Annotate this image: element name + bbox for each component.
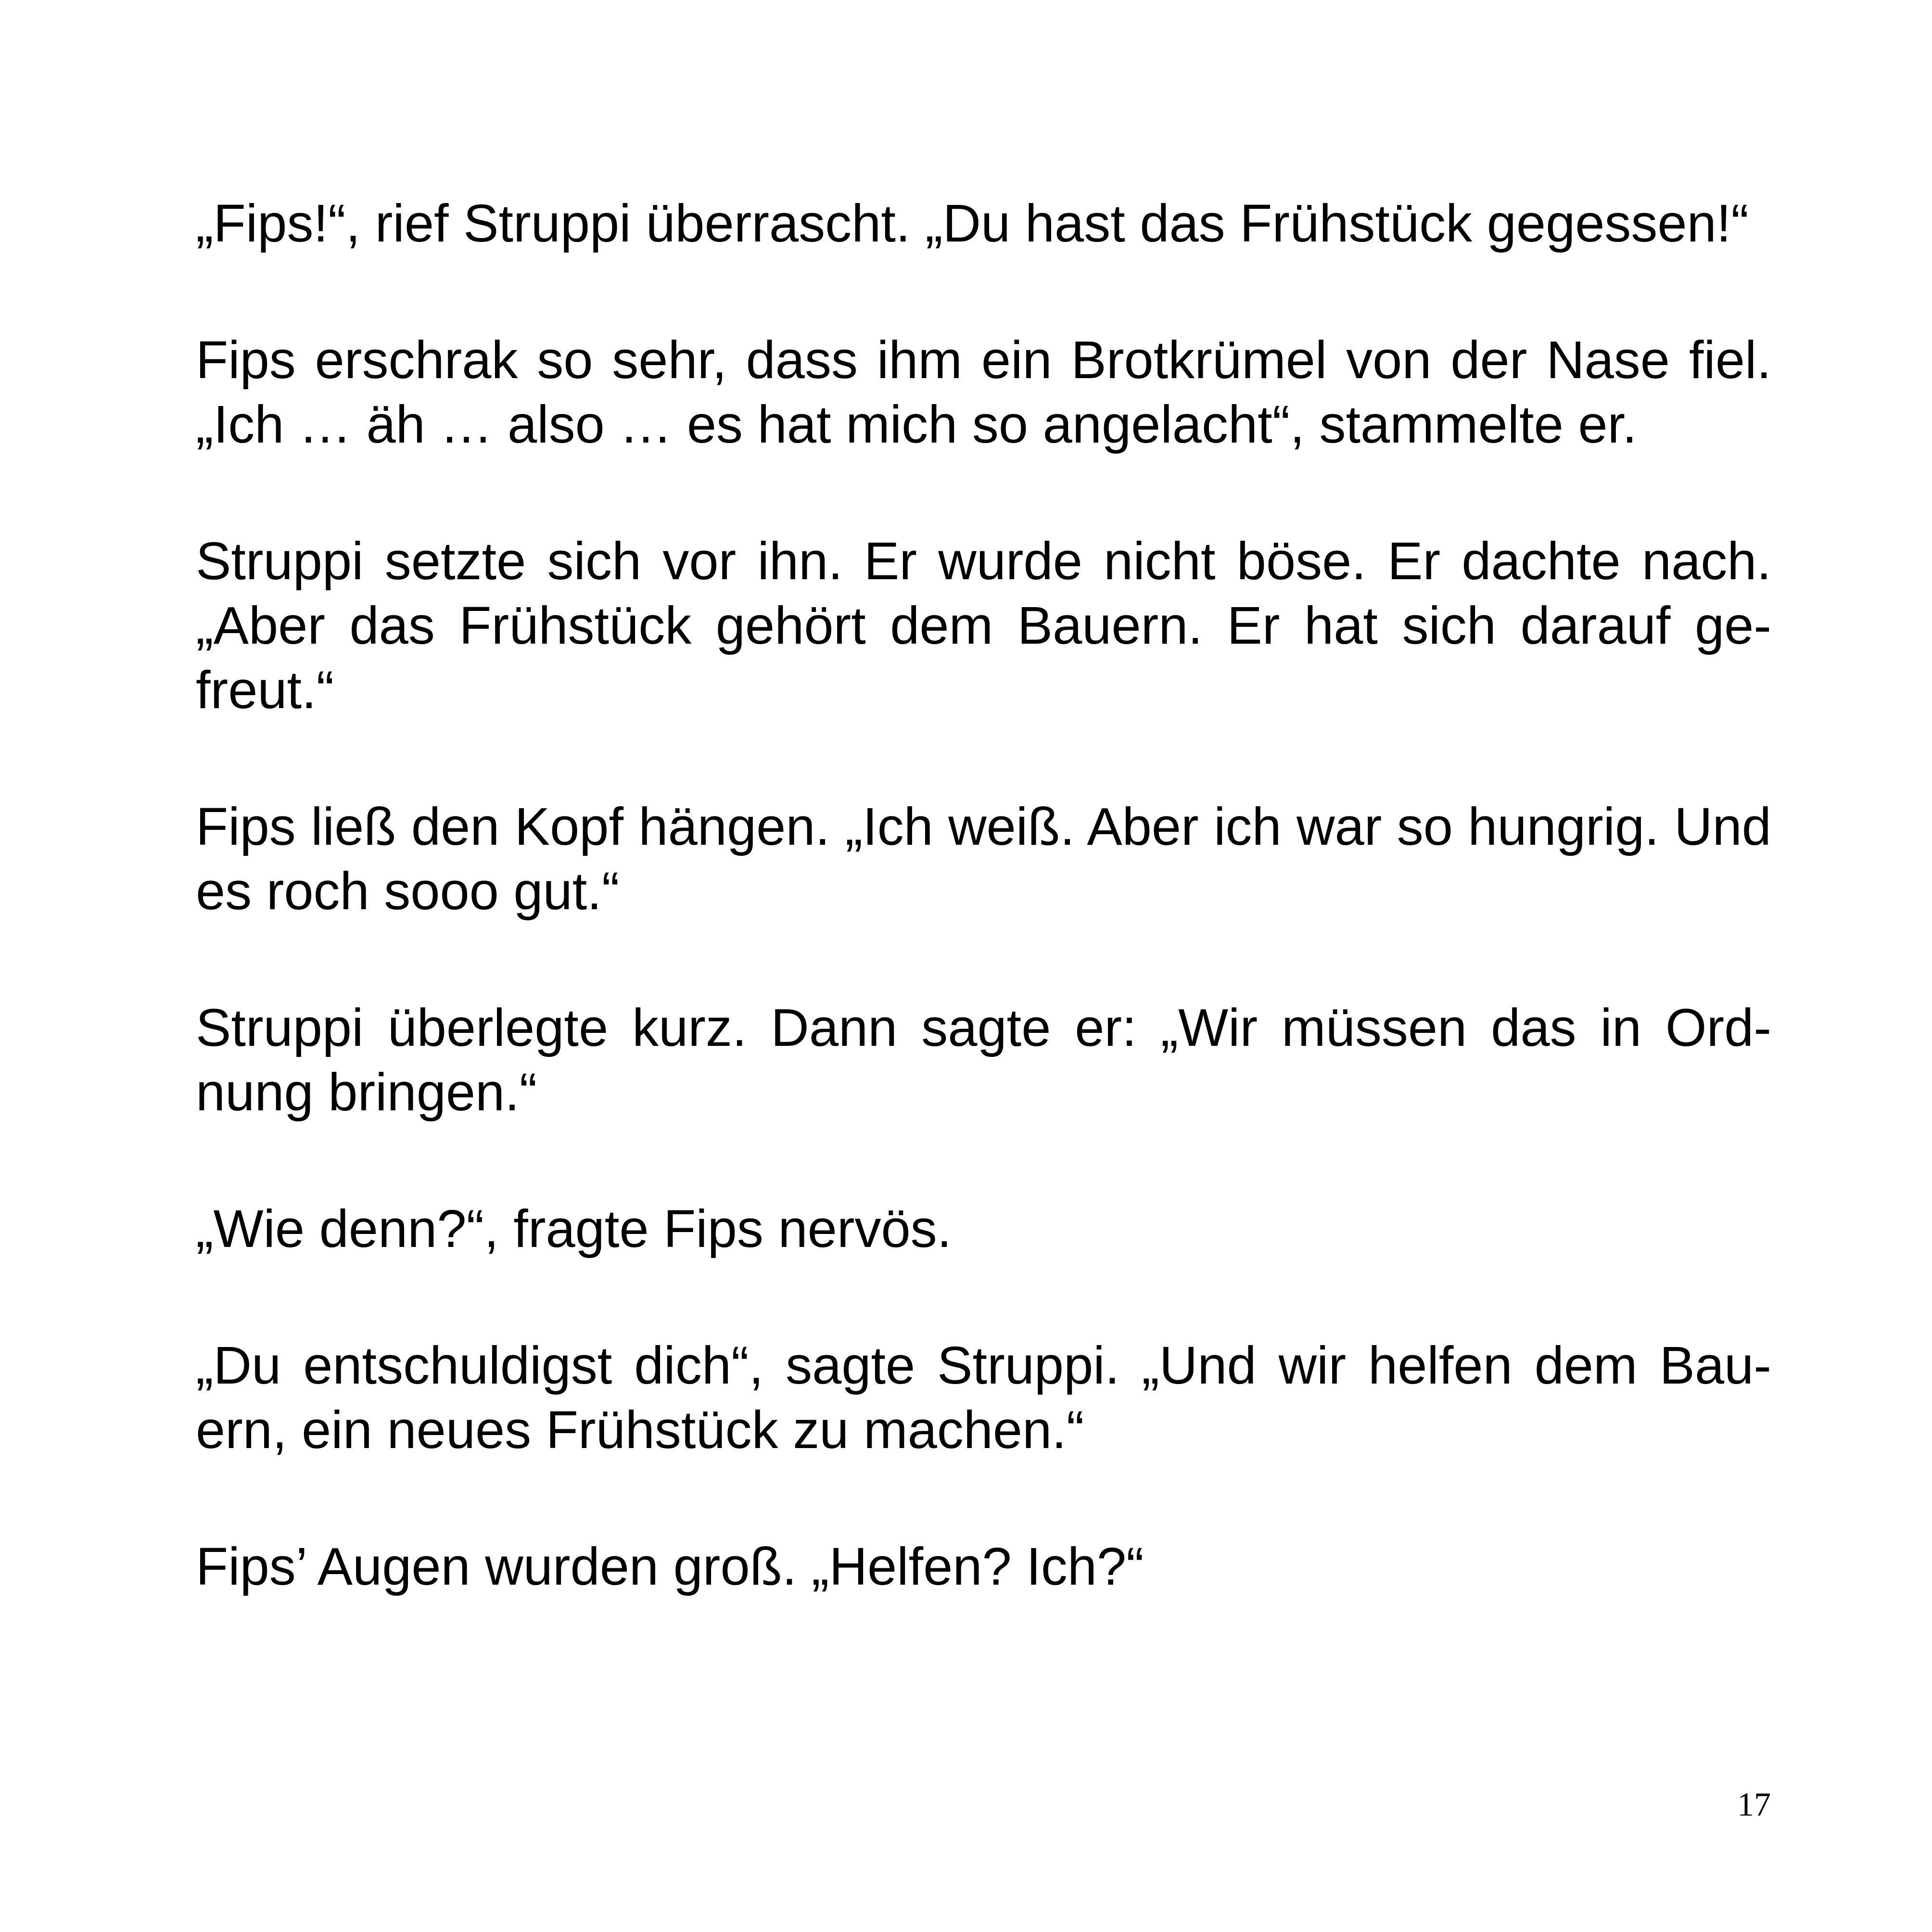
paragraph: Fips’ Augen wurden groß. „Helfen? Ich?“: [196, 1537, 1144, 1596]
paragraph: Struppi setzte sich vor ihn. Er wurde nicht böse. Er dachte nach. „Aber das Frühstück gehört dem Bauern. Er hat sich darauf gefreut.“: [196, 532, 1771, 720]
page-number: 17: [1737, 1786, 1771, 1823]
paragraph: „Fips!“, rief Struppi überrascht. „Du hast das Frühstück gegessen!“: [196, 194, 1749, 253]
story-text: [196, 191, 1771, 1599]
paragraph: Struppi überlegte kurz. Dann sagte er: „Wir müssen das in Ordnung bringen.“: [196, 998, 1771, 1122]
paragraph: Fips ließ den Kopf hängen. „Ich weiß. Aber ich war so hungrig. Und es roch sooo gut.“: [196, 797, 1771, 921]
paragraph: Fips erschrak so sehr, dass ihm ein Brotkrümel von der Nase fiel. „Ich … äh … also … es hat mich so angelacht“, stammelte er.: [196, 330, 1771, 454]
paragraph: „Du entschuldigst dich“, sagte Struppi. „Und wir helfen dem Bauern, ein neues Frühstück zu machen.“: [196, 1336, 1771, 1460]
paragraph: „Wie denn?“, fragte Fips nervös.: [196, 1199, 952, 1258]
